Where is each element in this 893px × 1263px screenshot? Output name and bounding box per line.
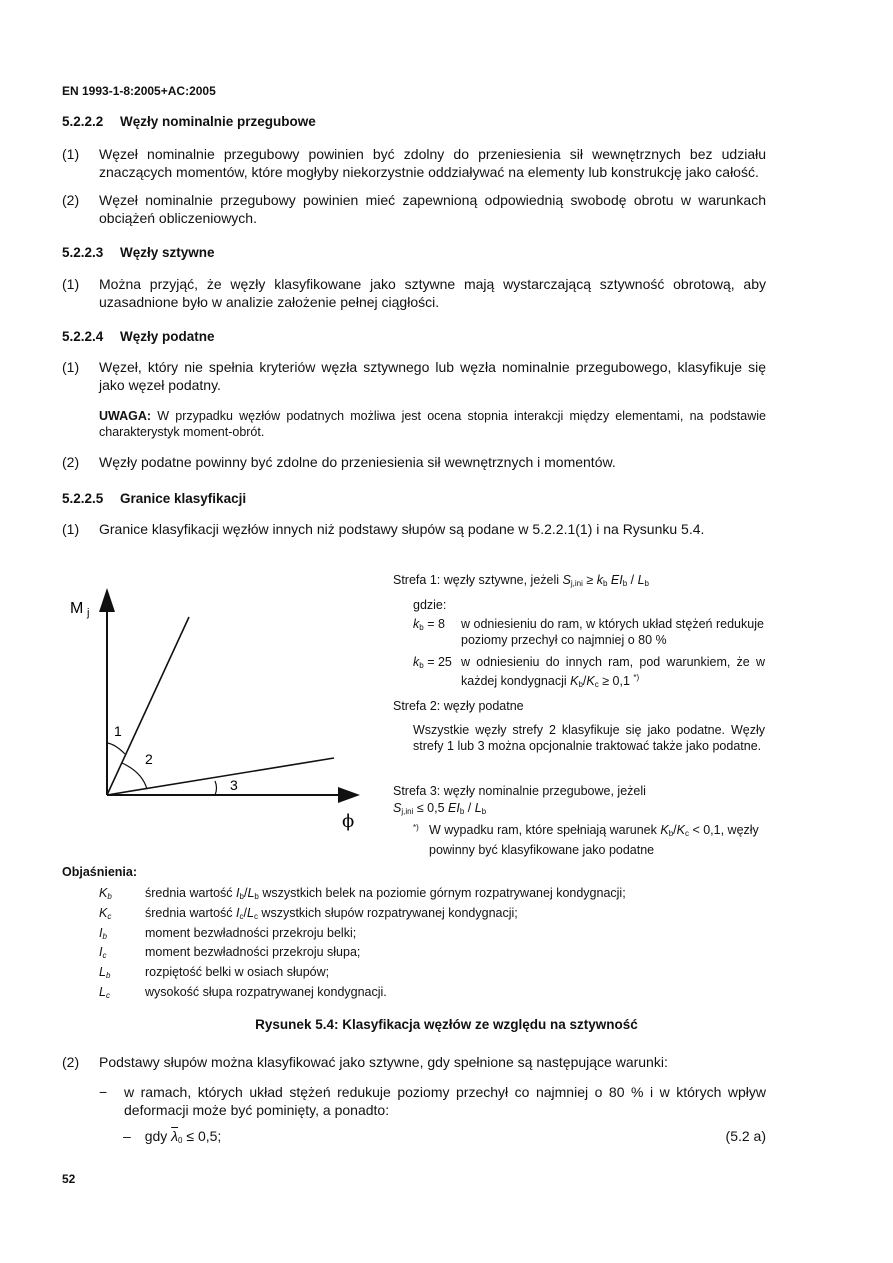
zone-2-label: 2	[145, 751, 153, 767]
legend-item: $K_b$ średnia wartość $I_b/L_b$ wszystkich belek na poziomie górnym rozpatrywanej kondygnacji;	[99, 886, 626, 901]
angle-arc-3	[215, 781, 217, 795]
list-item: – gdy $\overline{\lambda}_0 \le 0,5$; (5.2 a)	[123, 1128, 766, 1145]
x-axis-label: ϕ	[342, 811, 355, 832]
zone-3-label: 3	[230, 777, 238, 793]
strefa-3-label: Strefa 3: węzły nominalnie przegubowe, jeżeli	[393, 784, 646, 798]
angle-arc-1	[107, 743, 125, 754]
rigid-boundary-line	[107, 617, 189, 795]
zone-1-label: 1	[114, 723, 122, 739]
angle-arc-2	[122, 763, 147, 789]
figure-footnote: *) W wypadku ram, które spełniają warunek $K_b/K_c < 0,1$, węzły powinny być klasyfikowane jako podatne	[413, 823, 759, 857]
strefa-2-label: Strefa 2: węzły podatne	[393, 699, 524, 713]
y-axis-arrow	[99, 588, 115, 612]
y-axis-label-subscript: j	[87, 607, 90, 619]
paragraph: (1) Węzeł, który nie spełnia kryteriów węzła sztywnego lub węzła nominalnie przegubowego, klasyfikuje się jako węzeł podatny.	[62, 359, 766, 393]
legend-item: $K_c$ średnia wartość $I_c/L_c$ wszystkich słupów rozpatrywanej kondygnacji;	[99, 906, 518, 921]
paragraph: (1) Granice klasyfikacji węzłów innych niż podstawy słupów są podane w 5.2.2.1(1) i na Rysunku 5.4.	[62, 521, 705, 537]
legend-title: Objaśnienia:	[62, 865, 138, 879]
list-item: − w ramach, których układ stężeń redukuje poziomy przechył co najmniej o 80 % i w których wpływ deformacji może być pominięty, a ponadto:	[99, 1084, 766, 1118]
kb-25-definition: $k_b = 25$ w odniesieniu do innych ram, pod warunkiem, że w każdej kondygnacji $K_b/K_c \ge 0,1$ *)	[413, 655, 765, 690]
document-header: EN 1993-1-8:2005+AC:2005	[62, 84, 216, 98]
legend-item: $L_b$ rozpiętość belki w osiach słupów;	[99, 965, 330, 980]
paragraph: (1) Można przyjąć, że węzły klasyfikowane jako sztywne mają wystarczającą sztywność obrotową, aby uzasadnione było w analizie założenie pełnej ciągłości.	[62, 276, 766, 310]
gdzie-label: gdzie:	[413, 598, 447, 612]
strefa-1-condition: Strefa 1: węzły sztywne, jeżeli $S_{j,ini} \ge k_b$ $EI_b / L_b$	[393, 573, 649, 588]
paragraph: (1) Węzeł nominalnie przegubowy powinien być zdolny do przeniesienia sił wewnętrznych bez udziału znaczących momentów, które mogłyby niekorzystnie oddziaływać na elementy lub konstrukcję jako całość.	[62, 146, 766, 180]
kb-8-definition: $k_b = 8$ w odniesieniu do ram, w których układ stężeń redukuje poziomy przechył co najmniej o 80 %	[413, 617, 764, 647]
legend-item: $I_c$ moment bezwładności przekroju słupa;	[99, 945, 361, 960]
figure-caption: Rysunek 5.4: Klasyfikacja węzłów ze względu na sztywność	[255, 1017, 638, 1032]
strefa-2-text: Wszystkie węzły strefy 2 klasyfikuje się jako podatne. Węzły strefy 1 lub 3 można opcjonalnie traktować także jako podatne.	[413, 723, 765, 753]
paragraph: (2) Węzły podatne powinny być zdolne do przeniesienia sił wewnętrznych i momentów.	[62, 454, 616, 470]
page-number: 52	[62, 1172, 76, 1186]
paragraph: (2) Podstawy słupów można klasyfikować jako sztywne, gdy spełnione są następujące warunki:	[62, 1054, 668, 1070]
section-heading-5-2-2-3: 5.2.2.3 Węzły sztywne	[62, 245, 215, 260]
section-heading-5-2-2-5: 5.2.2.5 Granice klasyfikacji	[62, 491, 247, 506]
x-axis-arrow	[338, 787, 360, 803]
note: UWAGA: W przypadku węzłów podatnych możliwa jest ocena stopnia interakcji między elementami, na podstawie charakterystyk moment-obrót.	[99, 409, 766, 439]
equation-reference: (5.2 a)	[725, 1128, 766, 1144]
paragraph: (2) Węzeł nominalnie przegubowy powinien mieć zapewnioną odpowiednią swobodę obrotu w warunkach obciążeń obliczeniowych.	[62, 192, 766, 226]
legend-item: $I_b$ moment bezwładności przekroju belki;	[99, 926, 357, 941]
moment-rotation-diagram	[60, 580, 370, 840]
section-heading-5-2-2-4: 5.2.2.4 Węzły podatne	[62, 329, 215, 344]
strefa-3-formula: $S_{j,ini} \le 0,5$ $EI_b / L_b$	[393, 801, 487, 816]
y-axis-label: M	[70, 600, 84, 617]
section-heading-5-2-2-2: 5.2.2.2 Węzły nominalnie przegubowe	[62, 114, 316, 129]
legend-item: $L_c$ wysokość słupa rozpatrywanej kondygnacji.	[99, 985, 387, 1000]
